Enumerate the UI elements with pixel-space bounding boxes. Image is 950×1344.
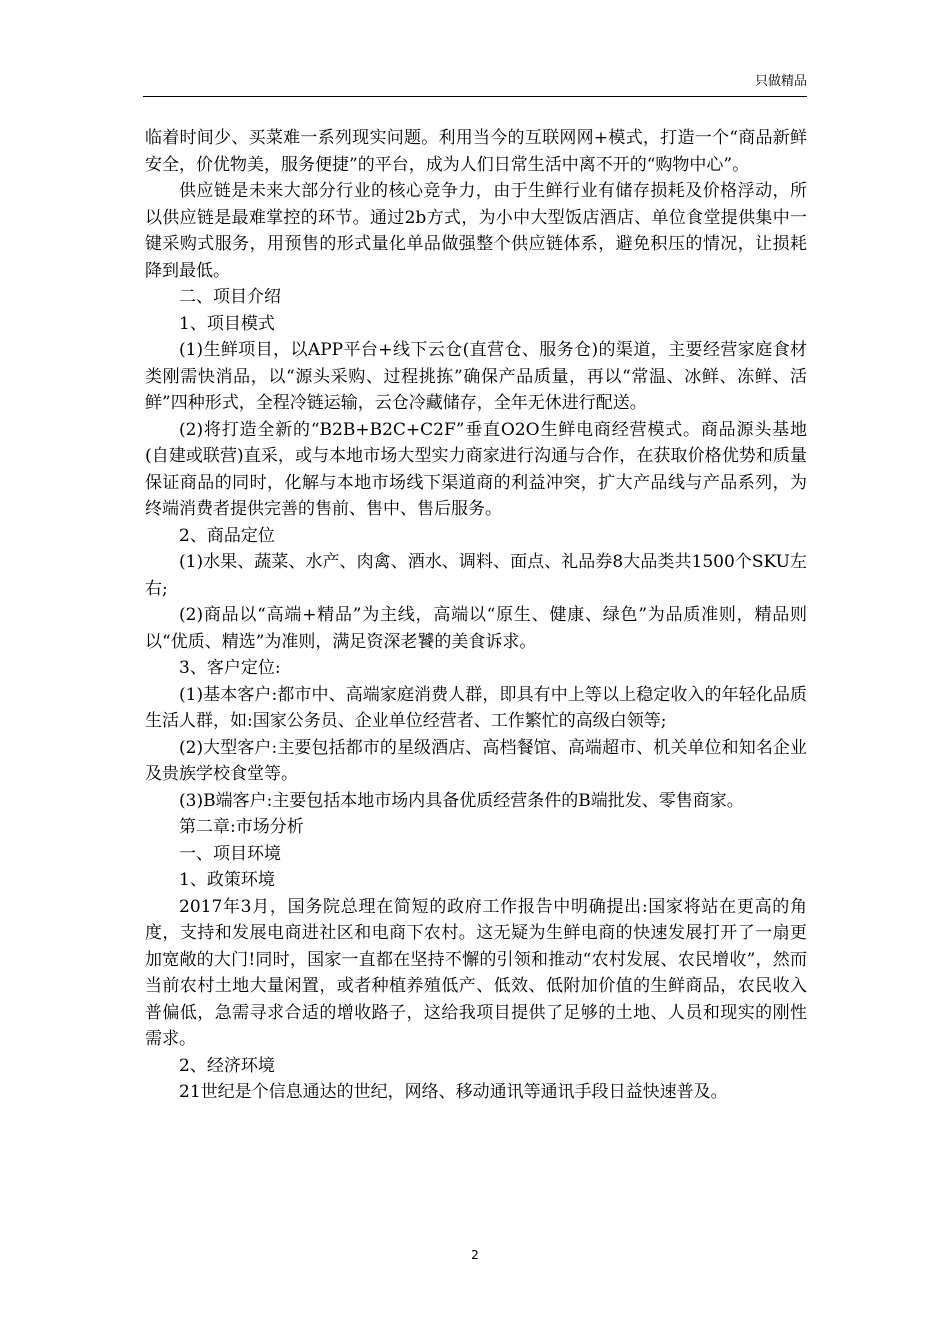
paragraph: 供应链是未来大部分行业的核心竞争力，由于生鲜行业有储存损耗及价格浮动，所以供应链是最难掌控的环节。通过2b方式，为小中大型饭店酒店、单位食堂提供集中一键采购式服务，用预售的形式量化单品做强整个供应链体系，避免积压的情况，让损耗降到最低。 [145, 181, 807, 281]
chapter-heading: 第二章:市场分析 [179, 817, 304, 837]
paragraph: (2)将打造全新的“B2B+B2C+C2F”垂直O2O生鲜电商经营模式。商品源头基地(自建或联营)直采，或与本地市场大型实力商家进行沟通与合作，在获取价格优势和质量保证商品的同时，化解与本地市场线下渠道商的利益冲突，扩大产品线与产品系列，为终端消费者提供完善的售前、售中、售后服务。 [145, 419, 807, 519]
paragraph: (1)生鲜项目，以APP平台+线下云仓(直营仓、服务仓)的渠道，主要经营家庭食材类刚需快消品，以“源头采购、过程挑拣”确保产品质量，再以“常温、冰鲜、冻鲜、活鲜”四种形式，全程冷链运输，云仓冷藏储存，全年无休进行配送。 [145, 340, 807, 413]
subsection-heading: 1、项目模式 [179, 313, 275, 334]
paragraph: (1)水果、蔬菜、水产、肉禽、酒水、调料、面点、礼品券8大品类共1500个SKU左右; [145, 552, 807, 599]
subsection-heading: 2、经济环境 [179, 1055, 275, 1076]
subsection-heading: 3、客户定位: [179, 658, 281, 678]
paragraph: (3)B端客户:主要包括本地市场内具备优质经营条件的B端批发、零售商家。 [179, 790, 744, 811]
paragraph: (2)大型客户:主要包括都市的星级酒店、高档餐馆、高端超市、机关单位和知名企业及贵族学校食堂等。 [145, 737, 807, 784]
page-header: 只做精品 [754, 74, 807, 89]
paragraph: 临着时间少、买菜难一系列现实问题。利用当今的互联网网+模式，打造一个“商品新鲜安全，价优物美，服务便捷”的平台，成为人们日常生活中离不开的“购物中心”。 [145, 128, 807, 175]
section-heading: 一、项目环境 [179, 843, 281, 864]
paragraph: 21世纪是个信息通达的世纪，网络、移动通讯等通讯手段日益快速普及。 [179, 1082, 728, 1102]
paragraph: (2)商品以“高端+精品”为主线，高端以“原生、健康、绿色”为品质准则，精品则以“优质、精选”为准则，满足资深老饕的美食诉求。 [145, 605, 807, 652]
subsection-heading: 1、政策环境 [179, 870, 275, 890]
subsection-heading: 2、商品定位 [179, 525, 275, 546]
document-body [145, 125, 807, 1106]
page-number: 2 [471, 1248, 479, 1262]
header-divider [143, 96, 807, 97]
paragraph: 2017年3月，国务院总理在简短的政府工作报告中明确提出:国家将站在更高的角度，支持和发展电商进社区和电商下农村。这无疑为生鲜电商的快速发展打开了一扇更加宽敞的大门!同时，国家一直都在坚持不懈的引领和推动“农村发展、农民增收”，然而当前农村土地大量闲置，或者种植养殖低产、低效、低附加价值的生鲜商品，农民收入普偏低，急需寻求合适的增收路子，这给我项目提供了足够的土地、人员和现实的刚性需求。 [145, 896, 807, 1049]
section-heading: 二、项目介绍 [179, 287, 281, 307]
paragraph: (1)基本客户:都市中、高端家庭消费人群，即具有中上等以上稳定收入的年轻化品质生活人群，如:国家公务员、企业单位经营者、工作繁忙的高级白领等; [145, 684, 807, 731]
